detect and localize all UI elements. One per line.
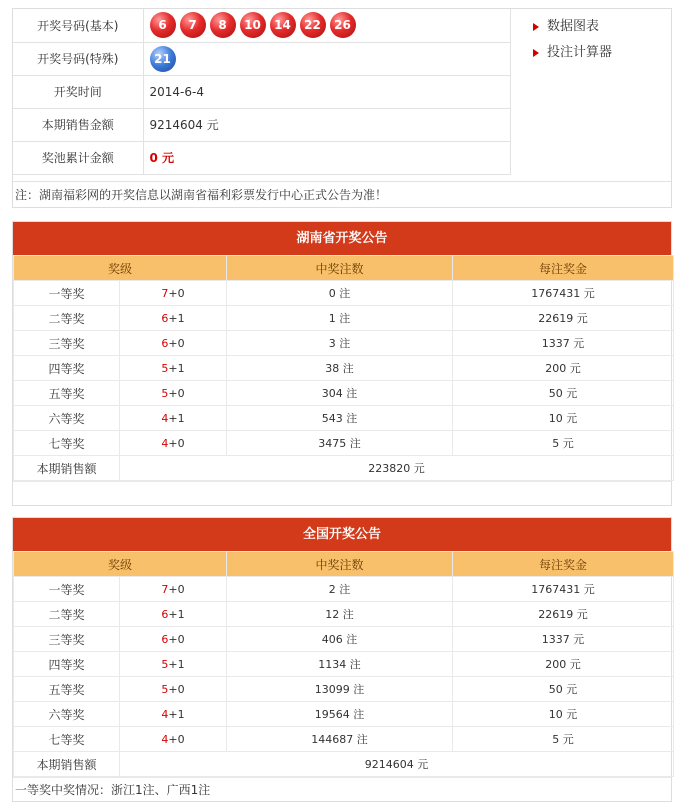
table-row (14, 652, 674, 677)
first-prize-note: 一等奖中奖情况：浙江1注、广西1注 (13, 777, 671, 801)
national-prize-table (13, 551, 674, 777)
red-match: 7 (161, 286, 169, 300)
red-match: 4 (161, 707, 169, 721)
info-row-basic-numbers (13, 9, 511, 42)
prize-amount: 1337 元 (453, 331, 674, 356)
red-match: 4 (161, 436, 169, 450)
data-chart-link[interactable] (533, 15, 612, 41)
sales-amount: 9214604 元 (143, 108, 511, 141)
prize-level: 七等奖 (14, 431, 120, 456)
national-announcement (12, 517, 672, 802)
header-winning-count: 中奖注数 (227, 552, 453, 577)
winning-count: 12 注 (227, 602, 453, 627)
draw-info-table (13, 9, 511, 175)
table-row (14, 281, 674, 306)
prize-level: 七等奖 (14, 727, 120, 752)
draw-date-label: 开奖时间 (13, 75, 143, 108)
prize-level: 三等奖 (14, 627, 120, 652)
header-prize-per-bet: 每注奖金 (453, 552, 674, 577)
table-row (14, 431, 674, 456)
prize-level: 六等奖 (14, 702, 120, 727)
side-links (533, 15, 612, 67)
winning-count: 406 注 (227, 627, 453, 652)
winning-count: 304 注 (227, 381, 453, 406)
prize-amount: 10 元 (453, 702, 674, 727)
red-ball: 26 (330, 12, 356, 38)
prize-amount: 5 元 (453, 727, 674, 752)
jackpot-label: 奖池累计金额 (13, 141, 143, 174)
info-row-draw-date (13, 75, 511, 108)
table-row (14, 602, 674, 627)
winning-count: 1 注 (227, 306, 453, 331)
blue-match: +0 (168, 386, 185, 400)
data-chart-link-label: 数据图表 (547, 19, 600, 34)
info-row-sales (13, 108, 511, 141)
header-prize-level: 奖级 (14, 552, 227, 577)
match-rule (120, 702, 227, 727)
sales-amount-label: 本期销售金额 (13, 108, 143, 141)
hunan-prize-table (13, 255, 674, 481)
match-rule (120, 306, 227, 331)
bet-calculator-link-label: 投注计算器 (547, 45, 613, 60)
hunan-title: 湖南省开奖公告 (13, 222, 671, 255)
table-row (14, 577, 674, 602)
match-rule (120, 331, 227, 356)
winning-count: 3475 注 (227, 431, 453, 456)
header-prize-level: 奖级 (14, 256, 227, 281)
hunan-header-row (14, 256, 674, 281)
red-match: 5 (161, 657, 169, 671)
match-rule (120, 677, 227, 702)
table-row (14, 677, 674, 702)
blue-match: +0 (168, 682, 185, 696)
match-rule (120, 627, 227, 652)
winning-count: 144687 注 (227, 727, 453, 752)
red-match: 4 (161, 411, 169, 425)
blue-match: +1 (168, 411, 185, 425)
special-number-label: 开奖号码(特殊) (13, 42, 143, 75)
draw-info-panel (12, 8, 672, 208)
prize-amount: 5 元 (453, 431, 674, 456)
winning-count: 543 注 (227, 406, 453, 431)
red-ball: 8 (210, 12, 236, 38)
blue-match: +1 (168, 657, 185, 671)
prize-amount: 1767431 元 (453, 281, 674, 306)
match-rule (120, 381, 227, 406)
red-match: 6 (161, 632, 169, 646)
prize-amount: 1337 元 (453, 627, 674, 652)
blue-match: +0 (168, 336, 185, 350)
draw-date: 2014-6-4 (143, 75, 511, 108)
match-rule (120, 727, 227, 752)
match-rule (120, 577, 227, 602)
special-number (143, 42, 511, 75)
disclaimer-note: 注：湖南福彩网的开奖信息以湖南省福利彩票发行中心正式公告为准！ (13, 181, 671, 207)
match-rule (120, 602, 227, 627)
red-match: 6 (161, 311, 169, 325)
hunan-announcement (12, 221, 672, 506)
winning-count: 2 注 (227, 577, 453, 602)
sales-value: 9214604 元 (120, 752, 674, 777)
table-row (14, 381, 674, 406)
prize-amount: 22619 元 (453, 602, 674, 627)
hunan-empty-footer (13, 481, 671, 505)
prize-amount: 200 元 (453, 356, 674, 381)
match-rule (120, 281, 227, 306)
prize-amount: 10 元 (453, 406, 674, 431)
bet-calculator-link[interactable] (533, 41, 612, 67)
red-match: 4 (161, 732, 169, 746)
prize-level: 二等奖 (14, 602, 120, 627)
blue-match: +1 (168, 361, 185, 375)
winning-count: 19564 注 (227, 702, 453, 727)
sales-label: 本期销售额 (14, 752, 120, 777)
prize-amount: 1767431 元 (453, 577, 674, 602)
basic-numbers-label: 开奖号码(基本) (13, 9, 143, 42)
prize-level: 二等奖 (14, 306, 120, 331)
table-row (14, 406, 674, 431)
red-ball: 7 (180, 12, 206, 38)
red-match: 6 (161, 336, 169, 350)
winning-count: 1134 注 (227, 652, 453, 677)
red-ball: 14 (270, 12, 296, 38)
sales-row (14, 456, 674, 481)
blue-match: +0 (168, 286, 185, 300)
red-match: 5 (161, 361, 169, 375)
red-match: 5 (161, 682, 169, 696)
table-row (14, 702, 674, 727)
blue-ball: 21 (150, 46, 176, 72)
jackpot-amount: 0 元 (143, 141, 511, 174)
match-rule (120, 652, 227, 677)
blue-match: +0 (168, 582, 185, 596)
triangle-right-icon (533, 23, 539, 31)
red-ball: 6 (150, 12, 176, 38)
table-row (14, 727, 674, 752)
red-ball: 22 (300, 12, 326, 38)
header-prize-per-bet: 每注奖金 (453, 256, 674, 281)
blue-match: +1 (168, 311, 185, 325)
prize-amount: 50 元 (453, 677, 674, 702)
winning-count: 0 注 (227, 281, 453, 306)
match-rule (120, 356, 227, 381)
prize-level: 五等奖 (14, 677, 120, 702)
national-title: 全国开奖公告 (13, 518, 671, 551)
table-row (14, 356, 674, 381)
match-rule (120, 431, 227, 456)
prize-amount: 22619 元 (453, 306, 674, 331)
red-ball: 10 (240, 12, 266, 38)
triangle-right-icon (533, 49, 539, 57)
prize-amount: 50 元 (453, 381, 674, 406)
red-match: 6 (161, 607, 169, 621)
table-row (14, 627, 674, 652)
winning-count: 38 注 (227, 356, 453, 381)
prize-level: 一等奖 (14, 281, 120, 306)
blue-match: +0 (168, 732, 185, 746)
prize-level: 五等奖 (14, 381, 120, 406)
red-match: 5 (161, 386, 169, 400)
prize-level: 三等奖 (14, 331, 120, 356)
match-rule (120, 406, 227, 431)
sales-value: 223820 元 (120, 456, 674, 481)
blue-match: +0 (168, 632, 185, 646)
blue-match: +1 (168, 607, 185, 621)
info-row-special-number (13, 42, 511, 75)
header-winning-count: 中奖注数 (227, 256, 453, 281)
info-row-jackpot (13, 141, 511, 174)
blue-match: +1 (168, 707, 185, 721)
prize-level: 四等奖 (14, 356, 120, 381)
blue-match: +0 (168, 436, 185, 450)
winning-count: 3 注 (227, 331, 453, 356)
sales-row (14, 752, 674, 777)
winning-count: 13099 注 (227, 677, 453, 702)
basic-numbers (143, 9, 511, 42)
national-header-row (14, 552, 674, 577)
sales-label: 本期销售额 (14, 456, 120, 481)
prize-level: 四等奖 (14, 652, 120, 677)
prize-level: 六等奖 (14, 406, 120, 431)
prize-level: 一等奖 (14, 577, 120, 602)
table-row (14, 306, 674, 331)
table-row (14, 331, 674, 356)
red-match: 7 (161, 582, 169, 596)
prize-amount: 200 元 (453, 652, 674, 677)
